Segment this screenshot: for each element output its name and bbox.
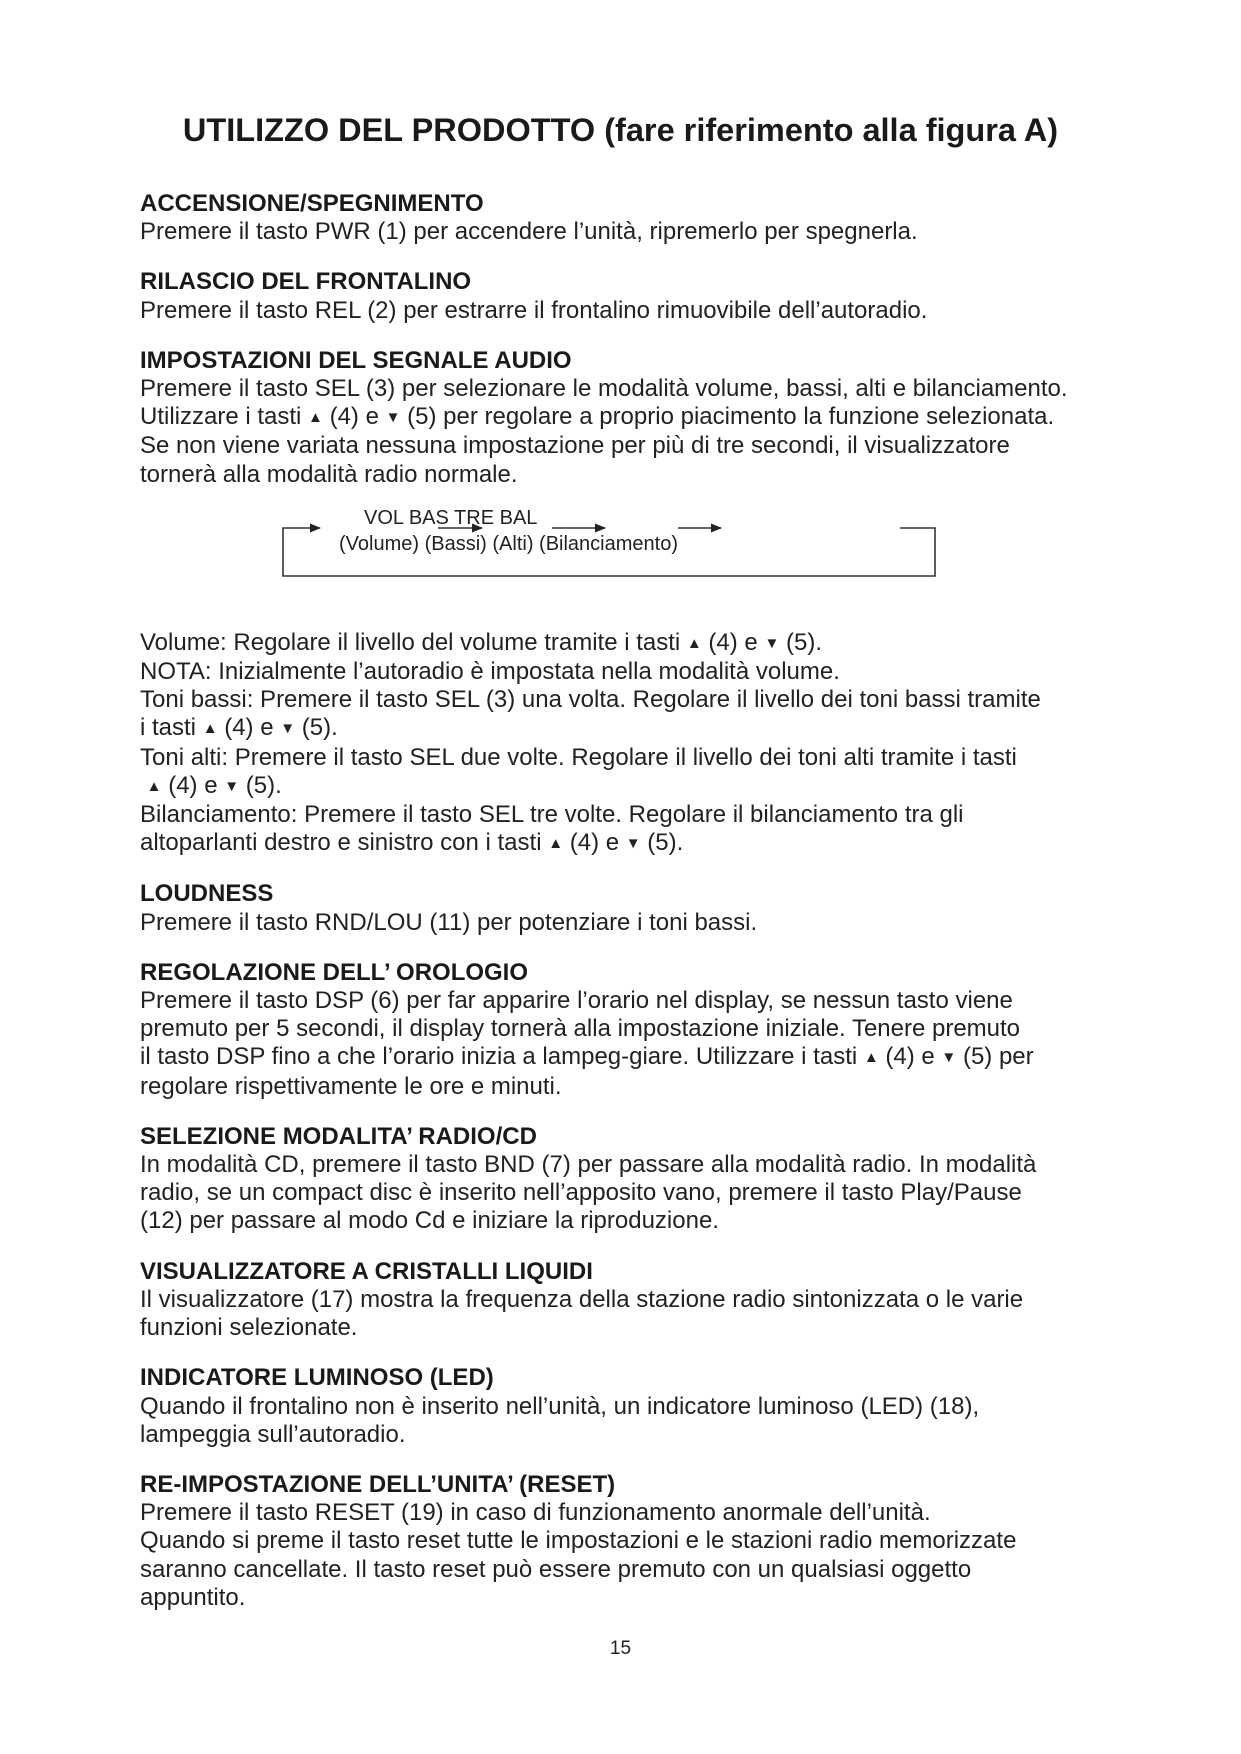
arrow-up-icon: ▲ [548, 835, 564, 853]
text-span: il tasto DSP fino a che l’orario inizia a lampeg-giare. Utilizzare i tasti [140, 1043, 864, 1071]
section-text: regolare rispettivamente le ore e minuti. [140, 1072, 562, 1100]
section-text: Premere il tasto SEL (3) per selezionare le modalità volume, bassi, alti e bilanciamento. [140, 375, 1068, 403]
arrow-up-icon: ▲ [308, 409, 323, 427]
section-audio-details [140, 629, 1130, 859]
section-heading: ACCENSIONE/SPEGNIMENTO [140, 190, 484, 217]
section-modalita [140, 1123, 1130, 1236]
section-text: Quando si preme il tasto reset tutte le impostazioni e le stazioni radio memorizzate [140, 1527, 1017, 1555]
text-span: (4) e [701, 628, 765, 656]
section-heading: INDICATORE LUMINOSO (LED) [140, 1364, 494, 1392]
diagram-names-label: (Volume) (Bassi) (Alti) (Bilanciamento) [339, 532, 678, 555]
arrow-down-icon: ▼ [764, 634, 780, 652]
text-span: altoparlanti destro e sinistro con i tasti [140, 829, 549, 857]
text-span: (5) per regolare a proprio piacimento la funzione selezionata. [400, 403, 1055, 431]
section-text: (12) per passare al modo Cd e iniziare la riproduzione. [140, 1207, 719, 1235]
section-text [140, 403, 1130, 432]
text-span: (4) e [878, 1043, 942, 1071]
section-text: radio, se un compact disc è inserito nell’apposito vano, premere il tasto Play/Pause [140, 1179, 1022, 1207]
detail-bilanciamento: Bilanciamento: Premere il tasto SEL tre volte. Regolare il bilanciamento tra gli [140, 801, 964, 829]
section-text: Premere il tasto REL (2) per estrarre il frontalino rimuovibile dell’autoradio. [140, 296, 928, 324]
text-span: (5). [640, 829, 684, 857]
section-heading: RE-IMPOSTAZIONE DELL’UNITA’ (RESET) [140, 1470, 616, 1498]
section-text: premuto per 5 secondi, il display tornerà alla impostazione iniziale. Tenere premuto [140, 1015, 1021, 1043]
section-rilascio [140, 268, 1130, 324]
section-heading: RILASCIO DEL FRONTALINO [140, 268, 472, 296]
section-accensione [140, 190, 1130, 246]
section-reset [140, 1471, 1130, 1612]
section-text: lampeggia sull’autoradio. [140, 1420, 406, 1448]
page-number: 15 [609, 1638, 632, 1659]
section-text: Premere il tasto RND/LOU (11) per potenziare i toni bassi. [140, 908, 758, 936]
detail-alti: Toni alti: Premere il tasto SEL due volte. Regolare il livello dei toni alti tramite i tasti [140, 743, 1017, 771]
detail-volume [140, 629, 1130, 658]
section-loudness [140, 880, 1130, 936]
section-text [140, 1043, 1130, 1072]
arrow-down-icon: ▼ [385, 409, 401, 427]
text-span: (5). [295, 714, 338, 742]
section-orologio [140, 959, 1130, 1101]
section-heading: VISUALIZZATORE A CRISTALLI LIQUIDI [140, 1257, 593, 1285]
text-span: (5). [779, 628, 822, 656]
text-span: (5). [239, 771, 282, 799]
detail-bilanciamento-cont [140, 829, 1130, 858]
detail-bassi-cont [140, 714, 1130, 743]
section-text: tornerà alla modalità radio normale. [140, 460, 518, 488]
section-lcd [140, 1258, 1130, 1343]
audio-mode-diagram [140, 501, 1130, 611]
text-span: (4) e [217, 714, 281, 742]
document-body [140, 190, 1130, 1634]
arrow-down-icon: ▼ [224, 777, 240, 795]
section-text: saranno cancellate. Il tasto reset può essere premuto con un qualsiasi oggetto [140, 1555, 972, 1583]
arrow-down-icon: ▼ [280, 720, 296, 738]
section-heading: LOUDNESS [140, 880, 274, 908]
section-text: In modalità CD, premere il tasto BND (7) per passare alla modalità radio. In modalità [140, 1151, 1037, 1179]
section-led [140, 1364, 1130, 1449]
text-span: Utilizzare i tasti [140, 403, 309, 431]
section-text: Premere il tasto DSP (6) per far apparire l’orario nel display, se nessun tasto viene [140, 987, 1013, 1015]
section-text: Se non viene variata nessuna impostazione per più di tre secondi, il visualizzatore [140, 432, 1010, 460]
section-text: Premere il tasto PWR (1) per accendere l’unità, ripremerlo per spegnerla. [140, 218, 918, 246]
text-span: i tasti [140, 714, 203, 742]
page-title: UTILIZZO DEL PRODOTTO (fare riferimento alla figura A) [182, 112, 1059, 148]
diagram-modes-label: VOL BAS TRE BAL [364, 506, 538, 529]
section-audio [140, 347, 1130, 489]
arrow-up-icon: ▲ [146, 777, 162, 795]
section-text: Il visualizzatore (17) mostra la frequenza della stazione radio sintonizzata o le varie [140, 1285, 1024, 1313]
arrow-down-icon: ▼ [625, 835, 641, 853]
section-text: funzioni selezionate. [140, 1314, 358, 1342]
text-span: Volume: Regolare il livello del volume tramite i tasti [140, 628, 687, 656]
detail-bassi: Toni bassi: Premere il tasto SEL (3) una volta. Regolare il livello dei toni bassi tramite [140, 686, 1041, 714]
section-heading: REGOLAZIONE DELL’ OROLOGIO [140, 958, 529, 986]
text-span: (4) e [563, 829, 626, 857]
detail-nota: NOTA: Inizialmente l’autoradio è impostata nella modalità volume. [140, 658, 840, 686]
detail-alti-cont [140, 772, 1130, 801]
section-heading: IMPOSTAZIONI DEL SEGNALE AUDIO [140, 346, 572, 374]
arrow-down-icon: ▼ [941, 1049, 957, 1067]
arrow-up-icon: ▲ [863, 1049, 879, 1067]
text-span: (4) e [161, 771, 225, 799]
arrow-up-icon: ▲ [202, 720, 218, 738]
text-span: (5) per [956, 1043, 1034, 1071]
section-text: Premere il tasto RESET (19) in caso di funzionamento anormale dell’unità. [140, 1499, 931, 1527]
section-text: Quando il frontalino non è inserito nell’unità, un indicatore luminoso (LED) (18), [140, 1392, 980, 1420]
text-span: (4) e [322, 403, 386, 431]
arrow-up-icon: ▲ [686, 634, 702, 652]
section-heading: SELEZIONE MODALITA’ RADIO/CD [140, 1122, 537, 1150]
section-text: appuntito. [140, 1583, 246, 1611]
diagram-lines [140, 501, 1130, 611]
